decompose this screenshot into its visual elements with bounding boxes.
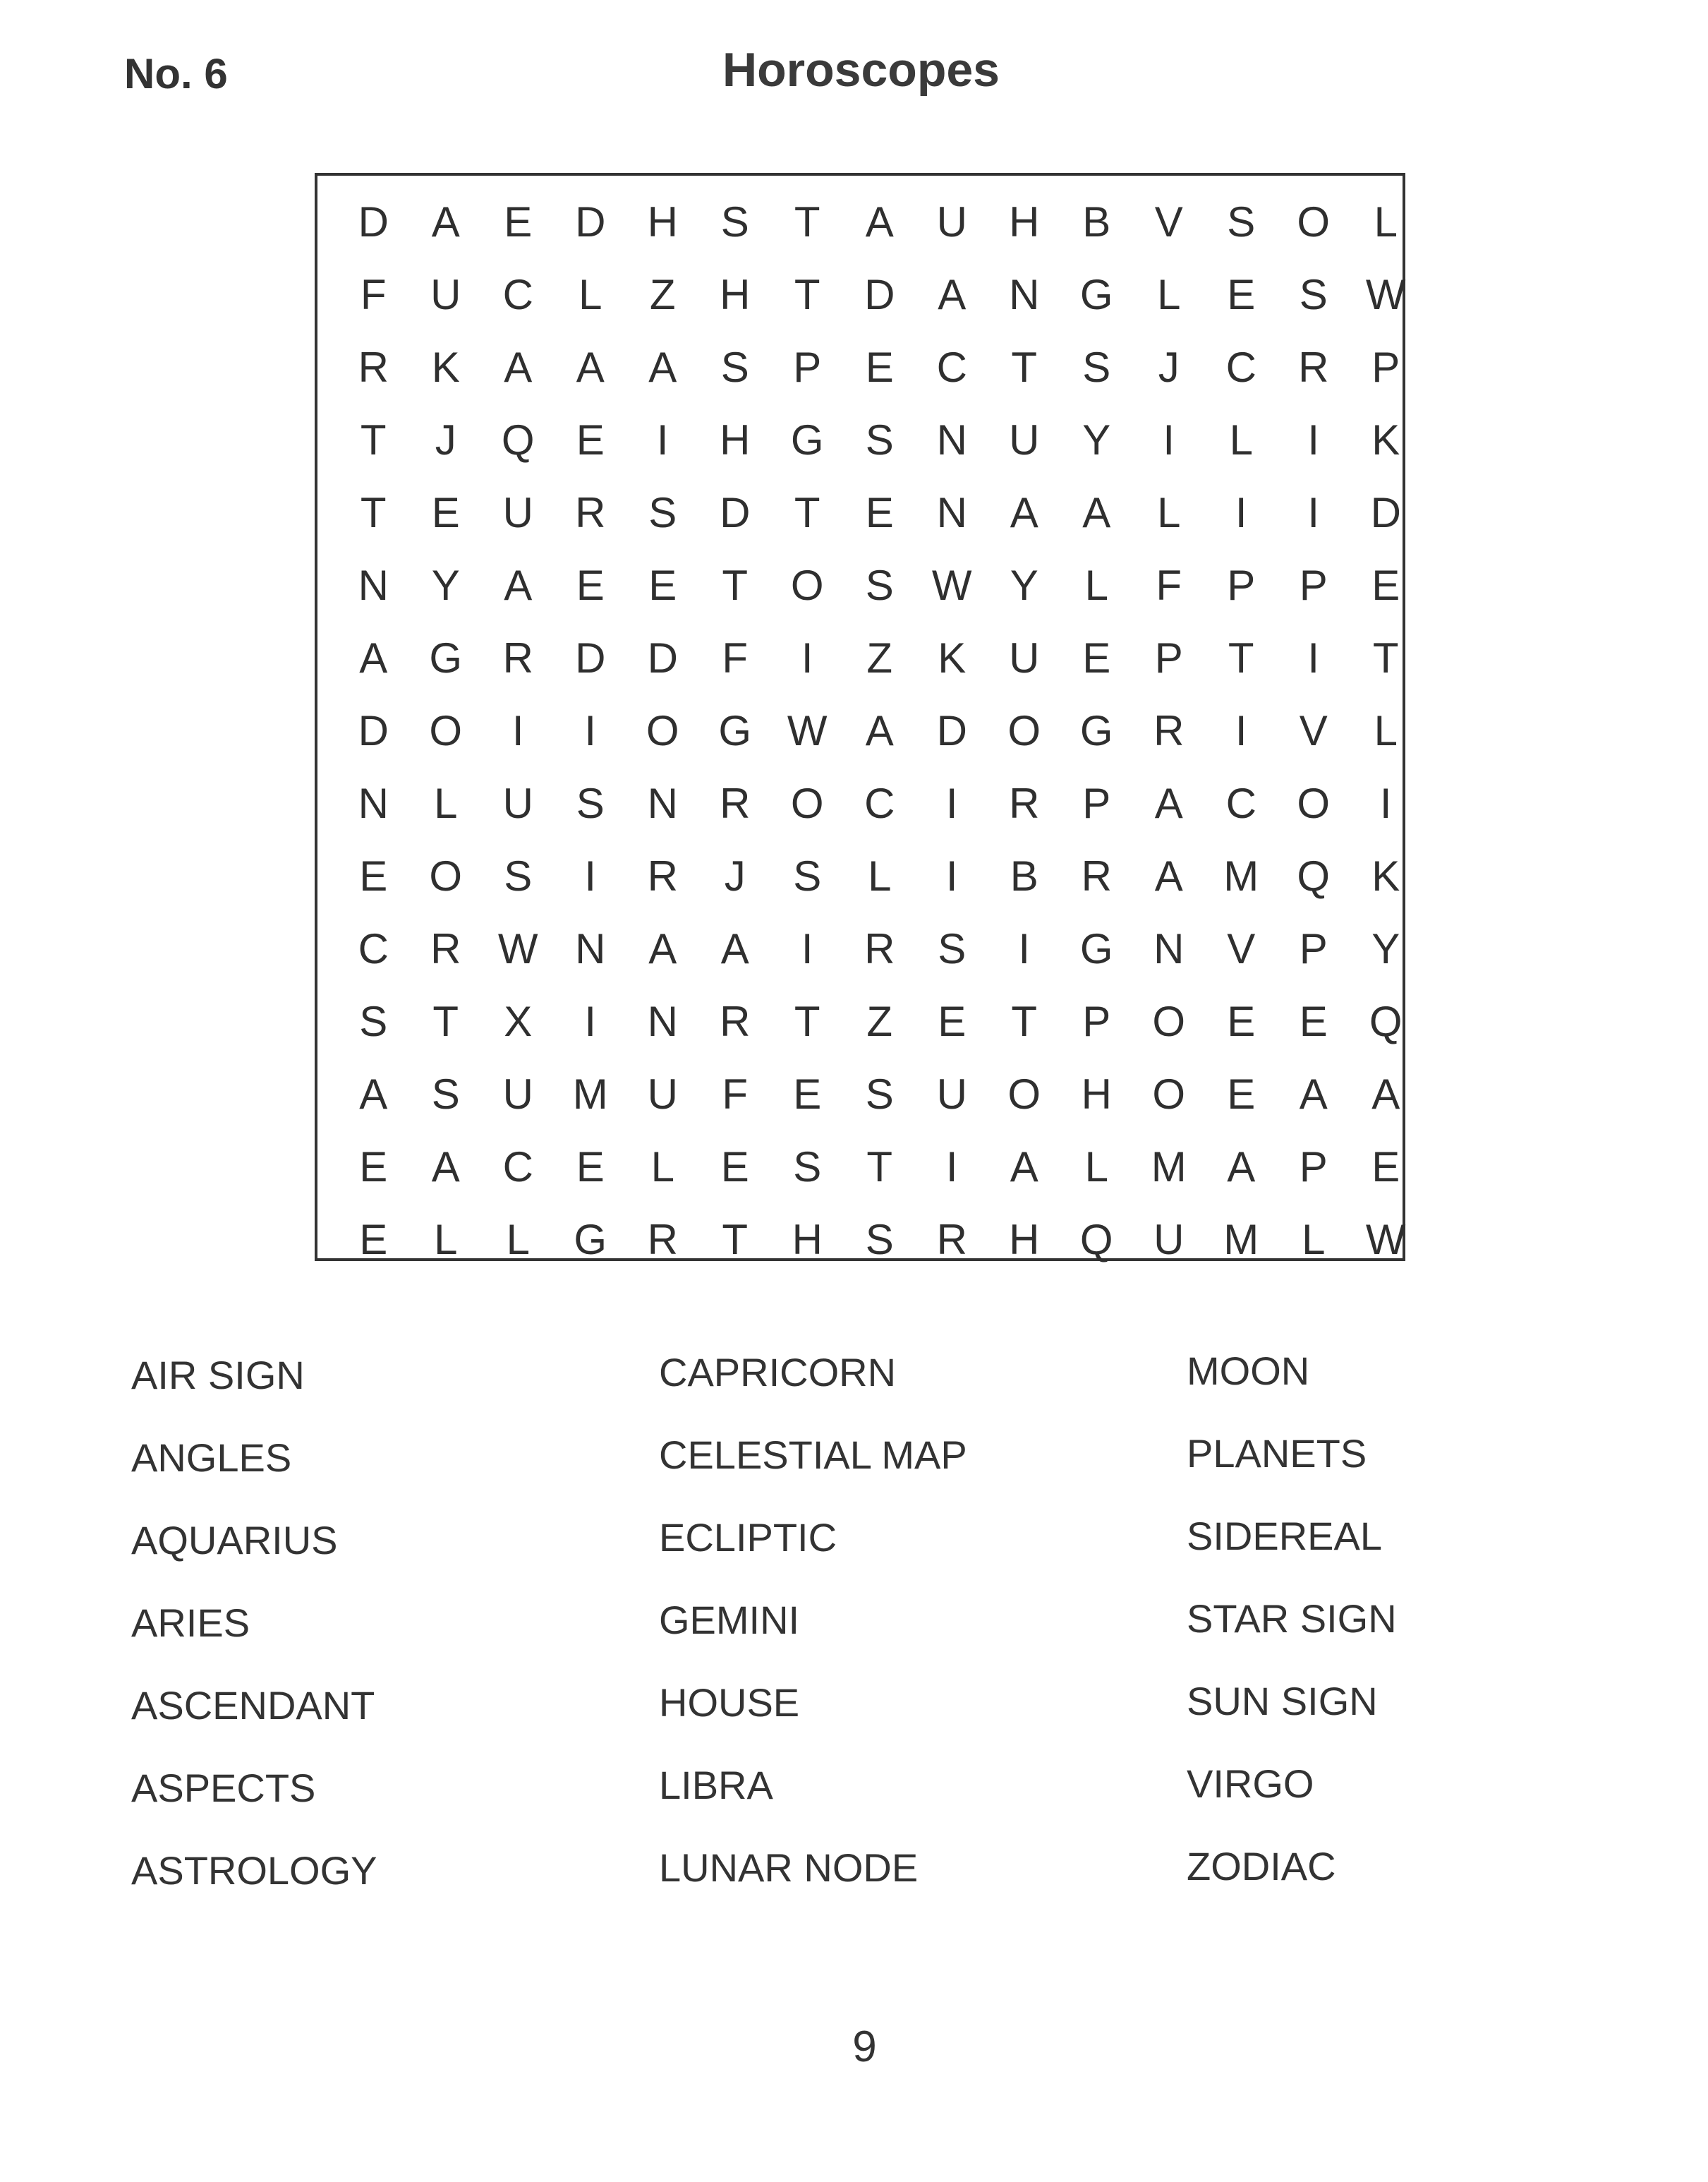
word-search-grid — [315, 173, 1405, 1261]
grid-letter: R — [936, 1216, 967, 1263]
word-list-item: HOUSE — [659, 1680, 800, 1725]
grid-letter: D — [575, 198, 606, 246]
grid-letter: I — [1307, 634, 1320, 682]
word-list-item: AIR SIGN — [131, 1353, 305, 1397]
grid-letter: A — [865, 707, 894, 754]
grid-letter: S — [359, 998, 388, 1045]
grid-letter: C — [1225, 344, 1256, 391]
grid-letter: Z — [649, 271, 676, 318]
grid-letter: R — [1009, 780, 1040, 827]
grid-letter: R — [575, 489, 606, 536]
grid-letter: I — [801, 925, 813, 972]
word-list-item: LIBRA — [659, 1763, 773, 1807]
grid-letter: A — [1010, 1143, 1038, 1191]
grid-letter: L — [1374, 707, 1398, 754]
grid-letter: W — [497, 925, 538, 972]
grid-letter: U — [647, 1071, 678, 1118]
grid-letter: U — [936, 198, 967, 246]
grid-letter: S — [576, 780, 605, 827]
grid-letter: B — [1010, 852, 1038, 900]
grid-letter: L — [1157, 271, 1181, 318]
grid-letter: I — [656, 416, 669, 464]
grid-letter: H — [792, 1216, 823, 1263]
grid-letter: A — [720, 925, 749, 972]
grid-letter: I — [945, 852, 958, 900]
grid-letter: P — [1227, 562, 1256, 609]
grid-letter: G — [429, 634, 463, 682]
grid-letter: R — [647, 1216, 678, 1263]
grid-letter: I — [584, 707, 597, 754]
grid-letter: I — [1163, 416, 1175, 464]
grid-letter: G — [790, 416, 824, 464]
grid-letter: H — [720, 271, 751, 318]
grid-letter: O — [429, 852, 463, 900]
grid-letter: I — [1307, 416, 1320, 464]
grid-letter: P — [1299, 1143, 1328, 1191]
puzzle-number: No. 6 — [124, 50, 228, 97]
grid-letter: U — [430, 271, 461, 318]
grid-letter: L — [1229, 416, 1253, 464]
grid-letter: P — [1082, 780, 1111, 827]
grid-letter: T — [1228, 634, 1254, 682]
grid-letter: K — [1371, 416, 1400, 464]
grid-letter: I — [945, 1143, 958, 1191]
grid-letter: N — [936, 416, 967, 464]
word-list-item: ANGLES — [131, 1435, 292, 1480]
grid-letter: I — [1379, 780, 1392, 827]
grid-letter: S — [1299, 271, 1328, 318]
grid-letter: I — [1235, 489, 1247, 536]
grid-letter: F — [722, 634, 749, 682]
grid-letter: A — [1154, 852, 1183, 900]
grid-letter: Q — [1297, 852, 1331, 900]
grid-letter: A — [1010, 489, 1038, 536]
grid-letter: E — [359, 1216, 388, 1263]
page-number: 9 — [852, 2023, 877, 2071]
grid-letter: L — [579, 271, 602, 318]
grid-letter: P — [1154, 634, 1183, 682]
word-list-item: GEMINI — [659, 1598, 800, 1642]
grid-letter: A — [648, 344, 677, 391]
grid-letter: O — [1007, 707, 1041, 754]
grid-letter: E — [1299, 998, 1328, 1045]
grid-letter: O — [1297, 198, 1331, 246]
grid-letter: L — [868, 852, 892, 900]
word-column-3 — [1187, 1330, 1624, 1907]
grid-letter: T — [794, 998, 820, 1045]
grid-letter: P — [1371, 344, 1400, 391]
grid-letter: E — [576, 416, 605, 464]
grid-letter: L — [1157, 489, 1181, 536]
puzzle-title: Horoscopes — [722, 43, 1000, 97]
grid-letter: Y — [1371, 925, 1400, 972]
grid-letter: I — [584, 998, 597, 1045]
grid-letter: E — [1371, 562, 1400, 609]
grid-letter: T — [360, 489, 387, 536]
grid-letter: A — [1227, 1143, 1256, 1191]
grid-letter: T — [1011, 344, 1038, 391]
grid-letter: T — [1011, 998, 1038, 1045]
grid-letter: T — [794, 271, 820, 318]
grid-letter: E — [359, 1143, 388, 1191]
grid-letter: E — [720, 1143, 749, 1191]
grid-letter: L — [1302, 1216, 1326, 1263]
grid-letter: O — [1297, 780, 1331, 827]
grid-letter: I — [945, 780, 958, 827]
grid-letter: Z — [866, 998, 893, 1045]
grid-letter: S — [1082, 344, 1111, 391]
grid-letter: S — [793, 852, 822, 900]
grid-letter: L — [1374, 198, 1398, 246]
grid-letter: R — [720, 998, 751, 1045]
grid-letter: G — [1079, 271, 1113, 318]
grid-letter: U — [502, 1071, 533, 1118]
grid-letter: D — [936, 707, 967, 754]
grid-letter: N — [1153, 925, 1185, 972]
word-column-2 — [659, 1331, 1096, 1909]
grid-letter: O — [1007, 1071, 1041, 1118]
grid-letter: R — [1153, 707, 1185, 754]
grid-letter: L — [506, 1216, 530, 1263]
grid-letter: S — [504, 852, 533, 900]
grid-letter: D — [720, 489, 751, 536]
grid-letter: P — [1082, 998, 1111, 1045]
grid-letter: O — [429, 707, 463, 754]
grid-letter: S — [648, 489, 677, 536]
grid-letter: T — [866, 1143, 893, 1191]
grid-letter: U — [502, 780, 533, 827]
grid-letter: U — [936, 1071, 967, 1118]
grid-letter: T — [722, 1216, 749, 1263]
grid-letter: C — [864, 780, 895, 827]
word-list-item: ARIES — [131, 1601, 250, 1645]
word-column-1 — [131, 1334, 569, 1912]
grid-letter: R — [864, 925, 895, 972]
grid-letter: T — [722, 562, 749, 609]
grid-letter: K — [938, 634, 967, 682]
grid-letter: A — [504, 344, 533, 391]
grid-letter: G — [574, 1216, 607, 1263]
grid-letter: K — [1371, 852, 1400, 900]
grid-letter: S — [865, 1216, 894, 1263]
grid-letter: P — [793, 344, 822, 391]
grid-letter: T — [794, 198, 820, 246]
grid-letter: U — [1153, 1216, 1185, 1263]
grid-letter: S — [938, 925, 967, 972]
grid-letter: E — [1227, 998, 1256, 1045]
letter-grid — [337, 186, 1422, 1276]
grid-letter: P — [1299, 925, 1328, 972]
grid-letter: N — [647, 998, 678, 1045]
grid-letter: W — [787, 707, 828, 754]
grid-letter: R — [647, 852, 678, 900]
grid-letter: V — [1154, 198, 1183, 246]
grid-letter: L — [650, 1143, 674, 1191]
grid-letter: E — [1227, 271, 1256, 318]
grid-letter: T — [794, 489, 820, 536]
grid-letter: A — [865, 198, 894, 246]
grid-letter: H — [720, 416, 751, 464]
word-list-item: ASPECTS — [131, 1766, 316, 1810]
grid-letter: A — [648, 925, 677, 972]
grid-letter: A — [504, 562, 533, 609]
grid-letter: C — [1225, 780, 1256, 827]
grid-letter: J — [724, 852, 746, 900]
grid-letter: Q — [1369, 998, 1403, 1045]
grid-letter: N — [1009, 271, 1040, 318]
grid-letter: O — [790, 562, 824, 609]
grid-letter: S — [865, 562, 894, 609]
grid-letter: H — [1009, 1216, 1040, 1263]
grid-letter: E — [1371, 1143, 1400, 1191]
word-list-item: CELESTIAL MAP — [659, 1433, 967, 1477]
grid-letter: E — [576, 1143, 605, 1191]
grid-letter: Q — [501, 416, 535, 464]
grid-letter: Y — [1082, 416, 1111, 464]
grid-letter: Q — [1079, 1216, 1113, 1263]
word-list-item: ECLIPTIC — [659, 1515, 837, 1560]
word-list-item: CAPRICORN — [659, 1350, 897, 1394]
word-list-item: MOON — [1187, 1349, 1310, 1393]
word-list — [131, 1334, 1472, 1912]
grid-letter: K — [431, 344, 460, 391]
grid-letter: U — [1009, 416, 1040, 464]
grid-letter: D — [358, 707, 389, 754]
grid-letter: R — [720, 780, 751, 827]
grid-letter: T — [432, 998, 459, 1045]
grid-letter: C — [502, 1143, 533, 1191]
grid-letter: C — [502, 271, 533, 318]
grid-letter: A — [359, 1071, 388, 1118]
grid-letter: F — [360, 271, 387, 318]
grid-letter: F — [722, 1071, 749, 1118]
grid-letter: L — [1084, 1143, 1108, 1191]
word-list-item: ASCENDANT — [131, 1683, 375, 1728]
grid-letter: E — [1082, 634, 1111, 682]
grid-letter: U — [1009, 634, 1040, 682]
grid-letter: A — [938, 271, 967, 318]
grid-letter: A — [1299, 1071, 1328, 1118]
grid-letter: N — [575, 925, 606, 972]
grid-letter: J — [435, 416, 456, 464]
grid-letter: O — [1152, 998, 1186, 1045]
grid-letter: T — [1372, 634, 1399, 682]
grid-letter: R — [358, 344, 389, 391]
grid-letter: V — [1299, 707, 1328, 754]
grid-letter: S — [431, 1071, 460, 1118]
grid-letter: P — [1299, 562, 1328, 609]
grid-letter: D — [358, 198, 389, 246]
grid-letter: S — [720, 344, 749, 391]
grid-letter: E — [793, 1071, 822, 1118]
grid-letter: H — [647, 198, 678, 246]
grid-letter: E — [648, 562, 677, 609]
grid-letter: O — [1152, 1071, 1186, 1118]
grid-letter: O — [646, 707, 679, 754]
grid-letter: R — [430, 925, 461, 972]
grid-letter: L — [434, 1216, 458, 1263]
grid-letter: M — [1223, 1216, 1259, 1263]
grid-letter: E — [865, 344, 894, 391]
grid-letter: A — [359, 634, 388, 682]
grid-letter: N — [936, 489, 967, 536]
grid-letter: E — [504, 198, 533, 246]
grid-letter: G — [718, 707, 752, 754]
grid-letter: E — [865, 489, 894, 536]
grid-letter: I — [584, 852, 597, 900]
grid-letter: R — [1081, 852, 1112, 900]
grid-letter: M — [572, 1071, 608, 1118]
grid-letter: A — [1082, 489, 1111, 536]
word-list-item: SUN SIGN — [1187, 1679, 1378, 1723]
grid-letter: F — [1156, 562, 1182, 609]
grid-letter: L — [1084, 562, 1108, 609]
grid-letter: N — [358, 780, 389, 827]
grid-letter: D — [647, 634, 678, 682]
grid-letter: W — [1365, 1216, 1406, 1263]
grid-letter: S — [720, 198, 749, 246]
word-list-item: SIDEREAL — [1187, 1514, 1382, 1558]
grid-letter: D — [1370, 489, 1401, 536]
grid-letter: I — [511, 707, 524, 754]
grid-letter: E — [431, 489, 460, 536]
grid-letter: S — [793, 1143, 822, 1191]
grid-letter: E — [576, 562, 605, 609]
grid-letter: E — [359, 852, 388, 900]
grid-letter: I — [801, 634, 813, 682]
grid-letter: I — [1235, 707, 1247, 754]
grid-letter: S — [865, 1071, 894, 1118]
grid-letter: R — [502, 634, 533, 682]
grid-letter: A — [576, 344, 605, 391]
grid-letter: A — [431, 1143, 460, 1191]
grid-letter: M — [1223, 852, 1259, 900]
grid-letter: D — [575, 634, 606, 682]
grid-letter: U — [502, 489, 533, 536]
grid-letter: A — [1371, 1071, 1400, 1118]
grid-letter: C — [358, 925, 389, 972]
grid-letter: L — [434, 780, 458, 827]
grid-letter: J — [1158, 344, 1180, 391]
grid-letter: D — [864, 271, 895, 318]
grid-letter: W — [931, 562, 972, 609]
grid-letter: G — [1079, 707, 1113, 754]
grid-letter: M — [1151, 1143, 1187, 1191]
grid-letter: G — [1079, 925, 1113, 972]
word-list-item: VIRGO — [1187, 1761, 1314, 1806]
grid-letter: R — [1298, 344, 1329, 391]
grid-letter: S — [865, 416, 894, 464]
grid-letter: H — [1081, 1071, 1112, 1118]
word-list-item: ZODIAC — [1187, 1844, 1336, 1888]
grid-letter: Y — [431, 562, 460, 609]
word-list-item: AQUARIUS — [131, 1518, 338, 1562]
grid-letter: X — [504, 998, 533, 1045]
grid-letter: O — [790, 780, 824, 827]
grid-letter: A — [431, 198, 460, 246]
grid-letter: E — [938, 998, 967, 1045]
grid-letter: I — [1307, 489, 1320, 536]
grid-letter: T — [360, 416, 387, 464]
grid-letter: C — [936, 344, 967, 391]
grid-letter: N — [647, 780, 678, 827]
grid-letter: S — [1227, 198, 1256, 246]
grid-letter: N — [358, 562, 389, 609]
grid-letter: Y — [1010, 562, 1038, 609]
grid-letter: V — [1227, 925, 1256, 972]
grid-letter: B — [1082, 198, 1111, 246]
grid-letter: I — [1018, 925, 1031, 972]
word-list-item: STAR SIGN — [1187, 1596, 1397, 1641]
grid-letter: A — [1154, 780, 1183, 827]
word-list-item: LUNAR NODE — [659, 1845, 919, 1890]
word-list-item: ASTROLOGY — [131, 1848, 377, 1893]
grid-letter: W — [1365, 271, 1406, 318]
grid-letter: Z — [866, 634, 893, 682]
word-list-item: PLANETS — [1187, 1431, 1367, 1476]
grid-letter: E — [1227, 1071, 1256, 1118]
grid-letter: H — [1009, 198, 1040, 246]
